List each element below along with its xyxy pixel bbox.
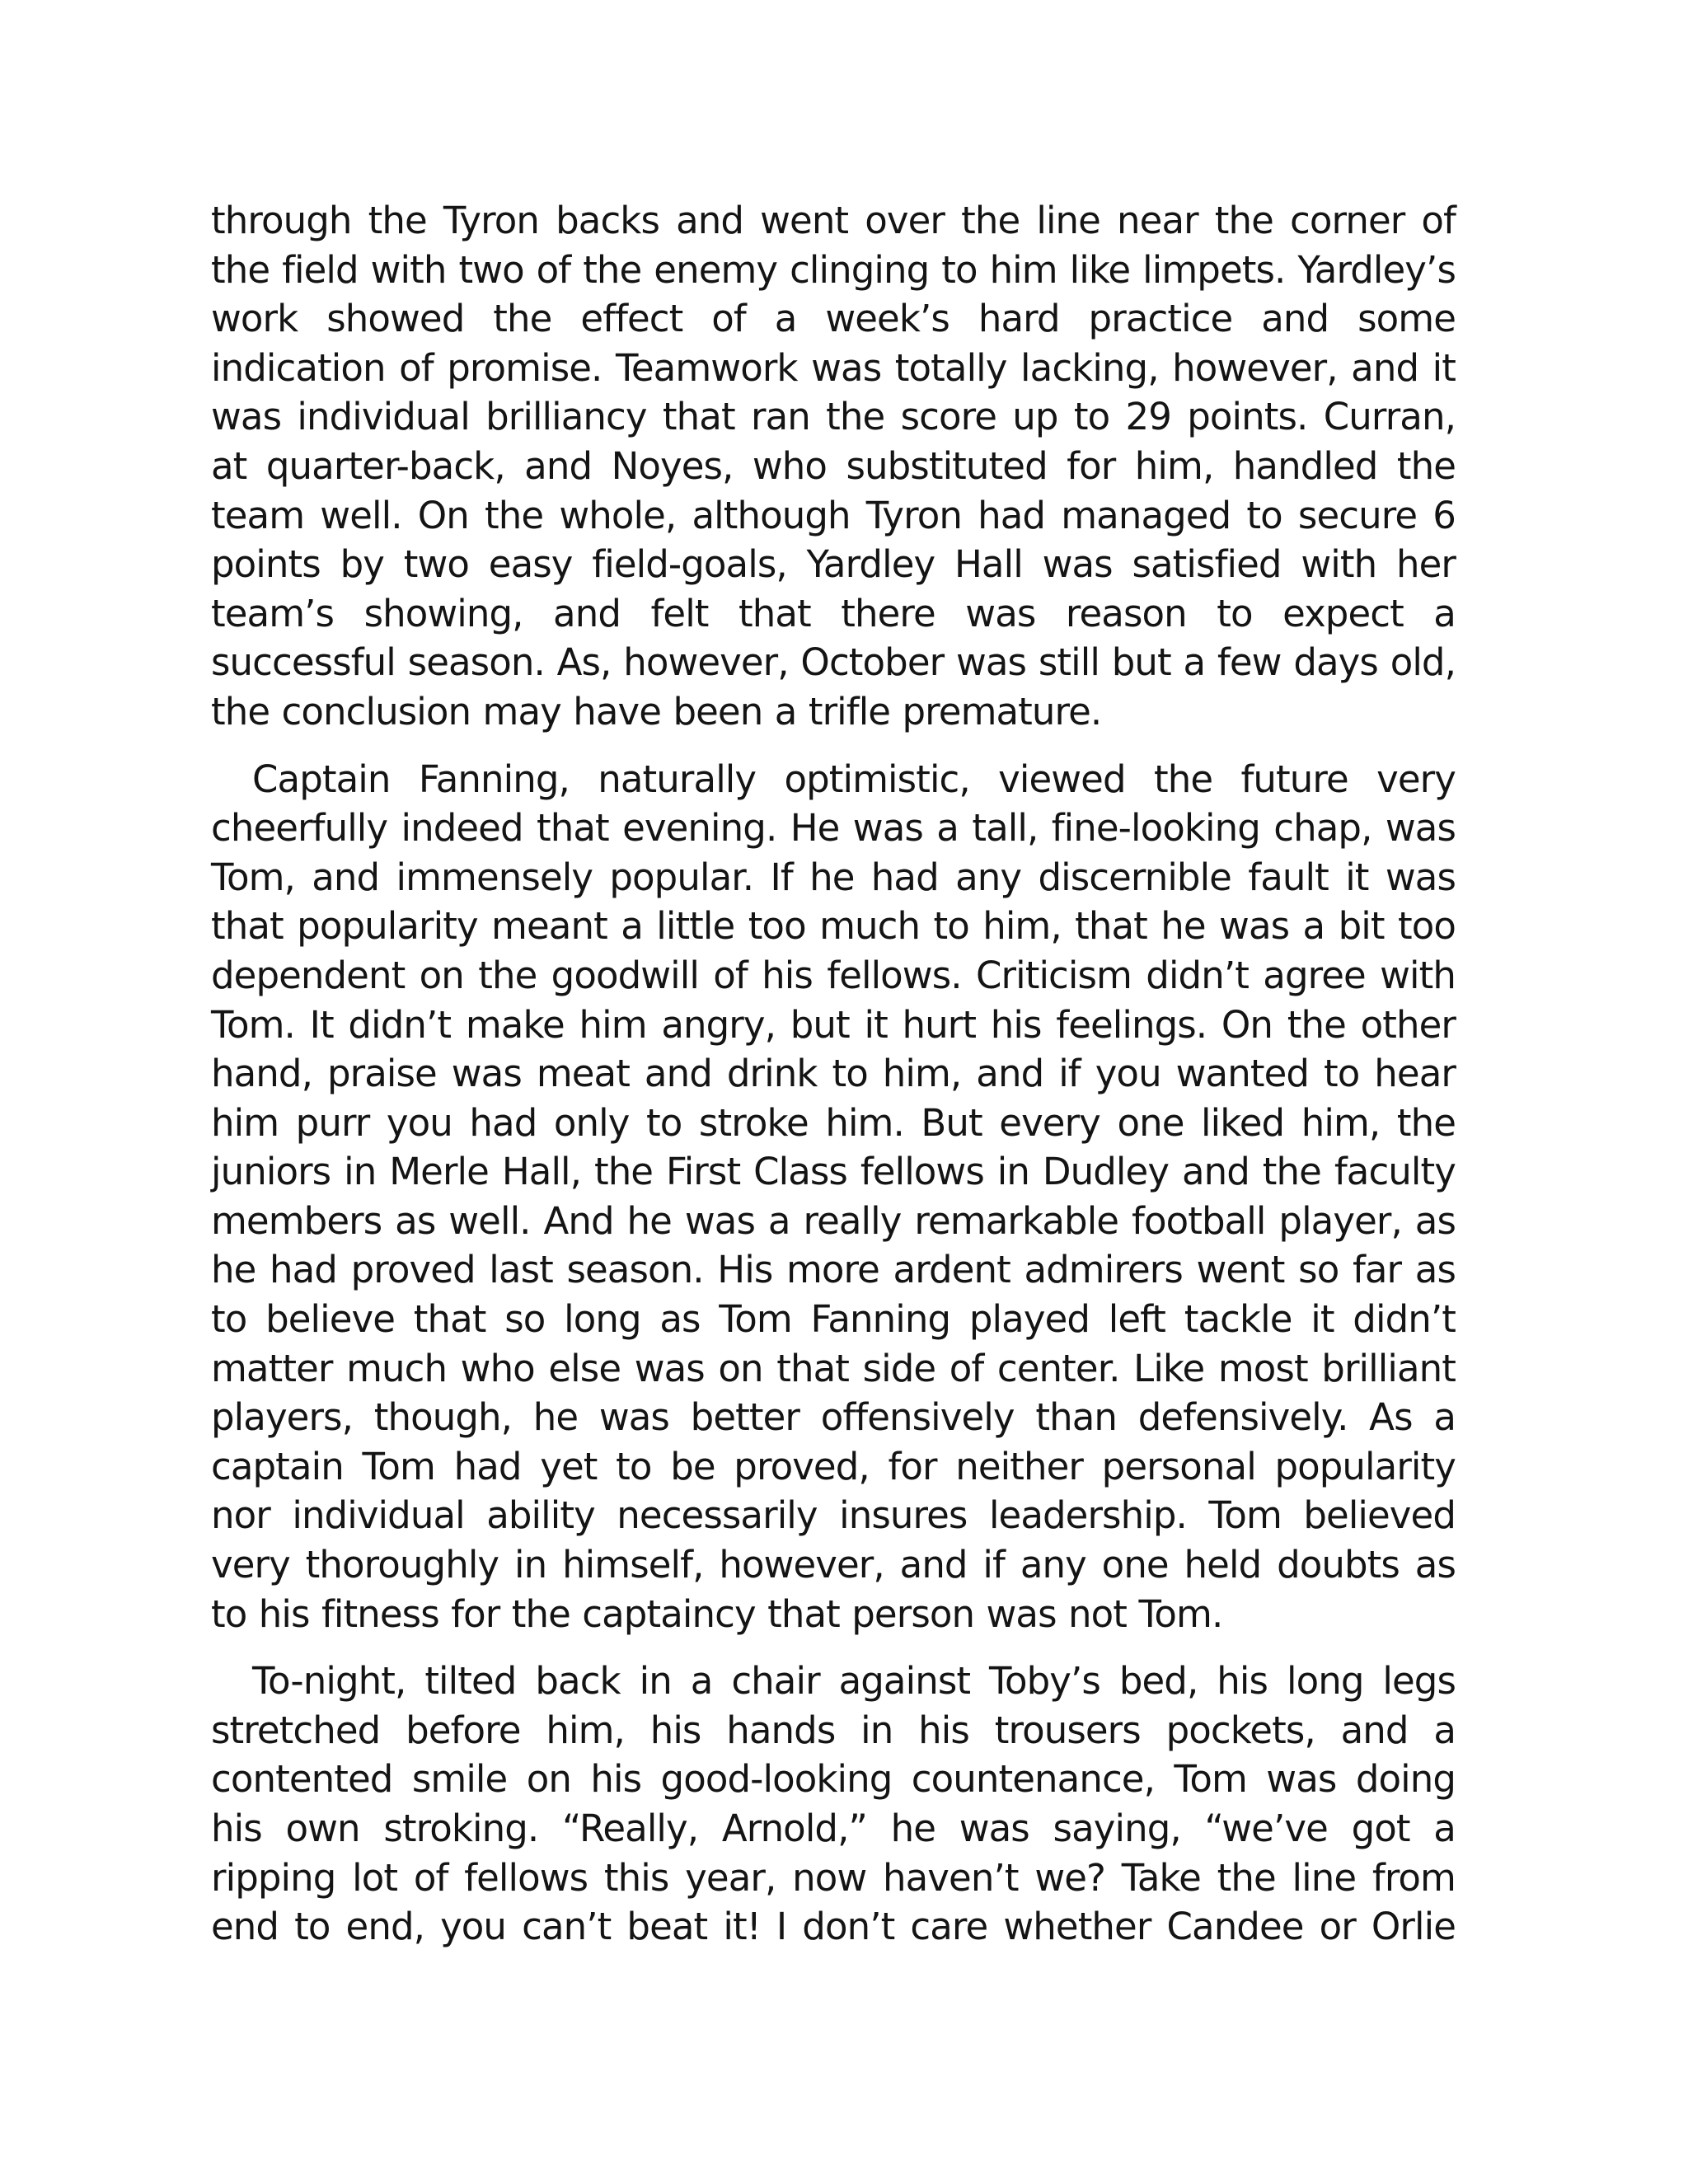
paragraph-2: Captain Fanning, naturally optimistic, viewed the future very cheerfully indeed that evening. He was a tall, fine-looking chap, was Tom, and immensely popular. If he had any discernible fault it was that popularity meant a little too much to him, that he was a bit too dependent on the goodwill of his fellows. Criticism didn’t agree with Tom. It didn’t make him angry, but it hurt his feelings. On the other hand, praise was meat and drink to him, and if you wanted to hear him purr you had only to stroke him. But every one liked him, the juniors in Merle Hall, the First Class fellows in Dudley and the faculty members as well. And he was a really remarkable football player, as he had proved last season. His more ardent admirers went so far as to believe that so long as Tom Fanning played left tackle it didn’t matter much who else was on that side of center. Like most brilliant players, though, he was better offensively than defensively. As a captain Tom had yet to be proved, for neither personal popularity nor individual ability necessarily insures leadership. Tom believed very thoroughly in himself, however, and if any one held doubts as to his fitness for the captaincy that person was not Tom. — [211, 757, 1456, 1636]
book-page — [211, 196, 1456, 1952]
paragraph-1: through the Tyron backs and went over the line near the corner of the field with two of the enemy clinging to him like limpets. Yardley’s work showed the effect of a week’s hard practice and some indication of promise. Teamwork was totally lacking, however, and it was individual brilliancy that ran the score up to 29 points. Curran, at quarter-back, and Noyes, who substituted for him, handled the team well. On the whole, although Tyron had managed to secure 6 points by two easy field-goals, Yardley Hall was satisfied with her team’s showing, and felt that there was reason to expect a successful season. As, however, October was still but a few days old, the conclusion may have been a trifle premature. — [211, 199, 1456, 733]
paragraph-3: To-night, tilted back in a chair against Toby’s bed, his long legs stretched before him, his hands in his trousers pockets, and a contented smile on his good-looking countenance, Tom was doing his own stroking. “Really, Arnold,” he was saying, “we’ve got a ripping lot of fellows this year, now haven’t we? Take the line from end to end, you can’t beat it! I don’t care whether Candee or Orlie — [211, 1659, 1456, 1949]
